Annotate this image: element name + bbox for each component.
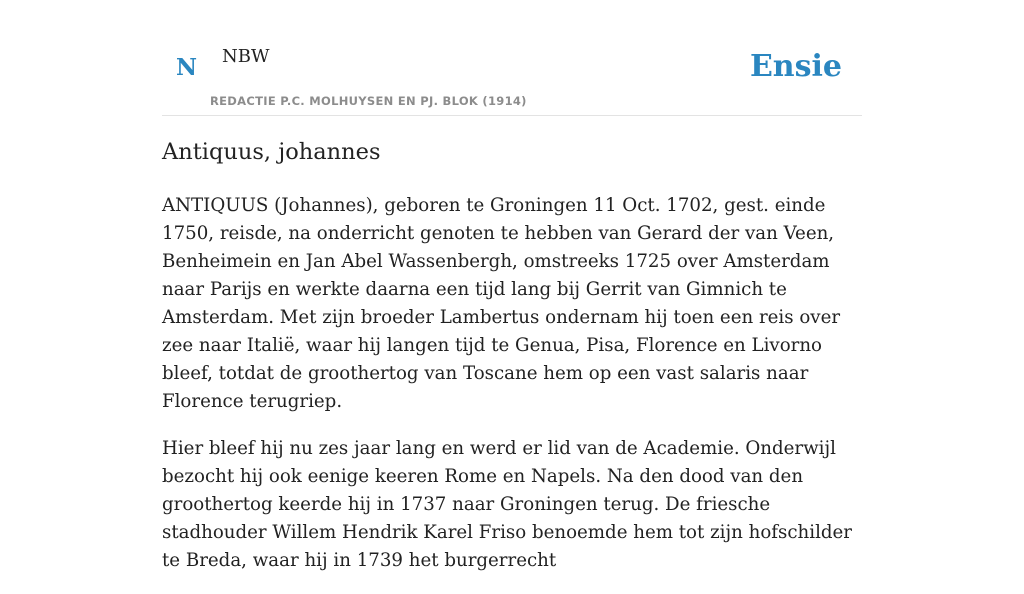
brand-logo-link[interactable]: Ensie (749, 49, 842, 84)
article-title: Antiquus, johannes (162, 139, 381, 165)
article-paragraph: ANTIQUUS (Johannes), geboren te Groningen 11 Oct. 1702, gest. einde 1750, reisde, na onderricht genoten te hebben van Gerard der van Veen, Benheimein en Jan Abel Wassenbergh, omstreeks 1725 over Amsterdam naar Parijs en werkte daarna een tijd lang bij Gerrit van Gimnich te Amsterdam. Met zijn broeder Lambertus ondernam hij toen een reis over zee naar Italië, waar hij langen tijd te Genua, Pisa, Florence en Livorno bleef, totdat de groothertog van Toscane hem op een vast salaris naar Florence terugriep. (162, 195, 841, 412)
source-title[interactable]: NBW (222, 46, 270, 67)
source-header (162, 0, 862, 116)
source-subtitle: REDACTIE P.C. MOLHUYSEN EN PJ. BLOK (1914) (210, 94, 527, 108)
content-container (162, 0, 862, 571)
article-paragraph: Hier bleef hij nu zes jaar lang en werd er lid van de Academie. Onderwijl bezocht hij ook eenige keeren Rome en Napels. Na den dood van den groothertog keerde hij in 1737 naar Groningen terug. De friesche stadhouder Willem Hendrik Karel Friso benoemde hem tot zijn hofschilder te Breda, waar hij in 1739 het burgerrecht (162, 438, 852, 571)
source-logo[interactable]: N (176, 54, 198, 81)
article-body (162, 192, 862, 594)
